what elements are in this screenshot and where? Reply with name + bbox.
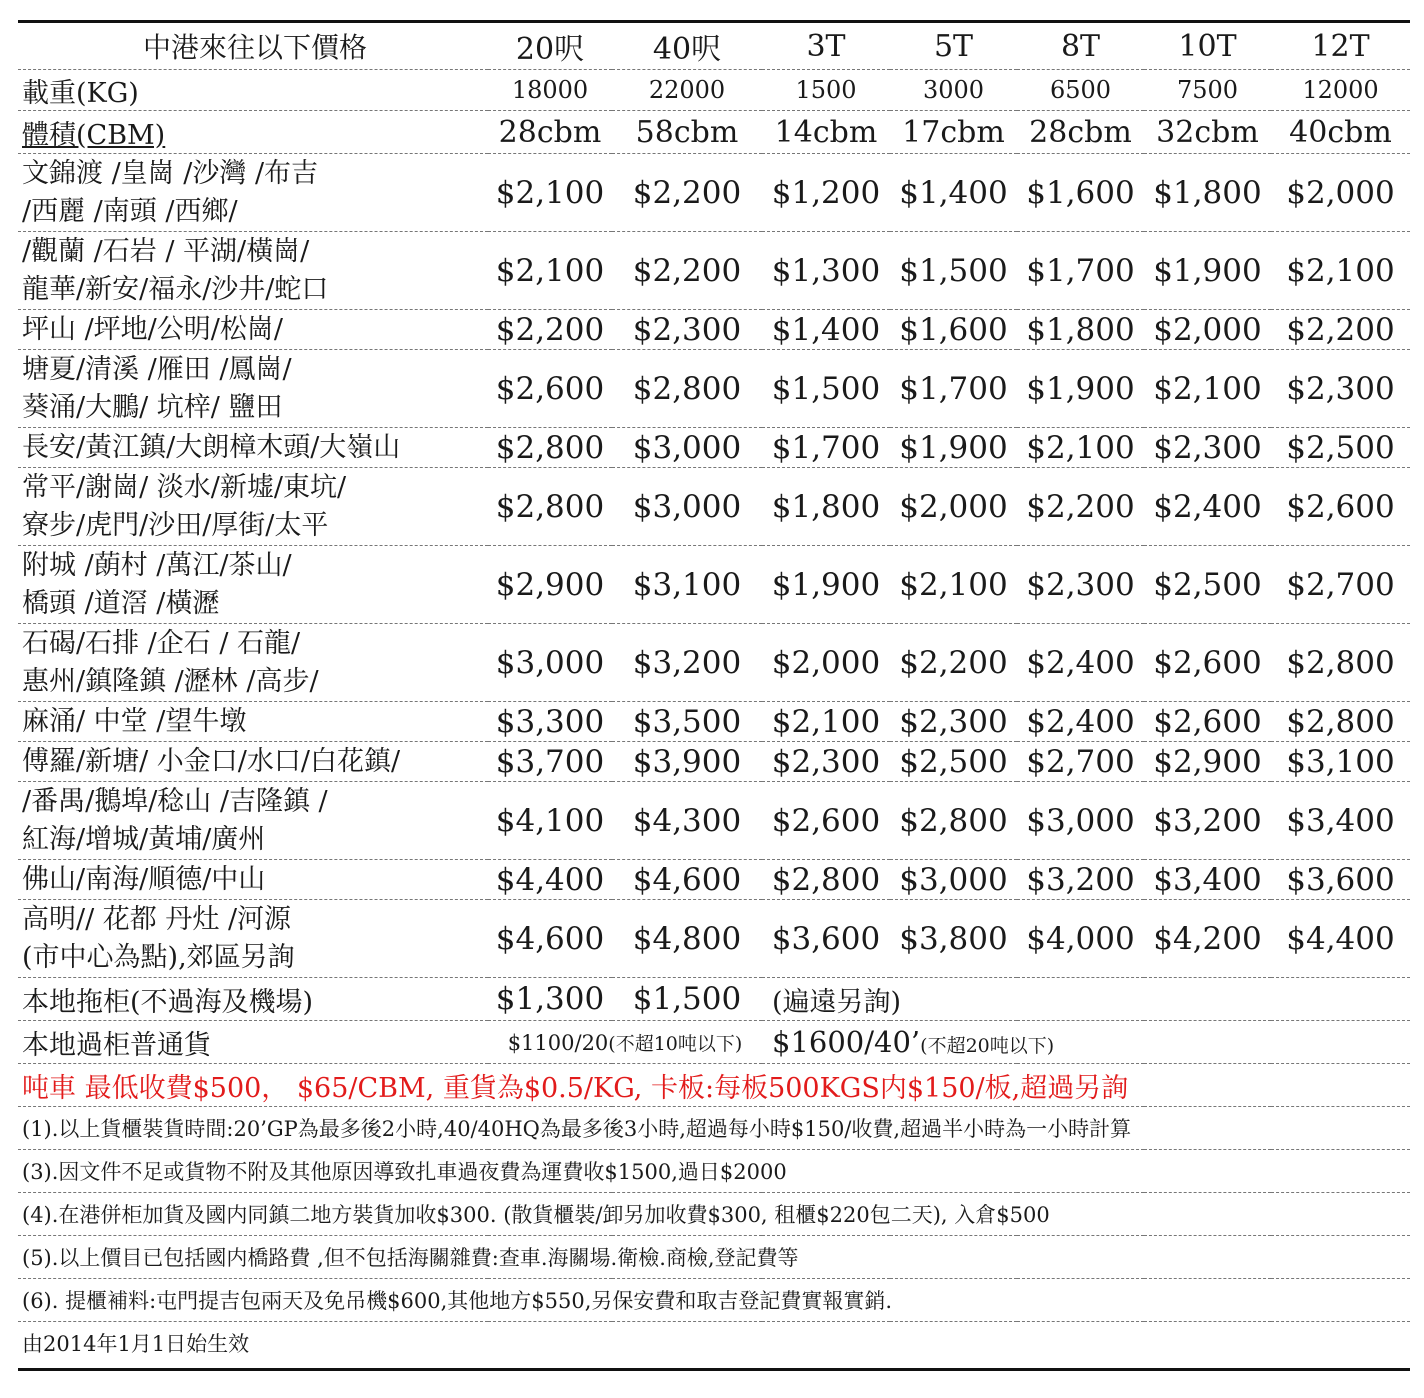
price-cell: $3,000 — [890, 860, 1017, 900]
price-cell: $2,700 — [1271, 546, 1410, 624]
price-row — [18, 702, 1410, 742]
destination-line: 龍華/新安/福永/沙井/蛇口 — [22, 273, 329, 305]
note-text: (6). 提櫃補料:屯門提吉包兩天及免吊機$600,其他地方$550,另保安費和取吉登記費實報實銷. — [18, 1279, 1410, 1322]
price-cell: $4,200 — [1144, 900, 1271, 978]
effective-date: 由2014年1月1日始生效 — [22, 1332, 250, 1356]
price-cell: $2,200 — [612, 154, 762, 232]
destination-line: 坪山 /坪地/公明/松崗/ — [22, 313, 283, 345]
destination-line: 麻涌/ 中堂 /望牛墩 — [22, 705, 247, 737]
price-cell: $2,600 — [1271, 468, 1410, 546]
volume-row — [18, 111, 1410, 154]
price-row — [18, 428, 1410, 468]
price-cell: $2,800 — [612, 350, 762, 428]
local-transfer-40 — [762, 1021, 1410, 1064]
price-cell: $1,600 — [890, 310, 1017, 350]
volume-value: 17cbm — [890, 111, 1017, 154]
destination-cell — [18, 624, 488, 702]
column-header: 10T — [1144, 23, 1271, 70]
price-cell: $2,800 — [488, 468, 612, 546]
note-row — [18, 1236, 1410, 1279]
price-cell: $2,000 — [762, 624, 890, 702]
destination-cell — [18, 782, 488, 860]
destination-line: 佛山/南海/順德/中山 — [22, 863, 266, 895]
price-cell: $3,400 — [1144, 860, 1271, 900]
price-cell: $2,300 — [1271, 350, 1410, 428]
price-cell: $2,700 — [1017, 742, 1144, 782]
price-cell: $2,000 — [890, 468, 1017, 546]
price-cell: $2,400 — [1017, 702, 1144, 742]
price-cell: $2,000 — [1271, 154, 1410, 232]
price-cell: $2,200 — [612, 232, 762, 310]
destination-cell — [18, 860, 488, 900]
price-cell: $3,900 — [612, 742, 762, 782]
local-transfer-20 — [488, 1021, 762, 1064]
price-row — [18, 468, 1410, 546]
price-cell: $1,700 — [1017, 232, 1144, 310]
price-cell: $1,200 — [762, 154, 890, 232]
price-cell: $1,900 — [1017, 350, 1144, 428]
price-cell: $2,000 — [1144, 310, 1271, 350]
price-cell: $4,400 — [1271, 900, 1410, 978]
destination-cell — [18, 702, 488, 742]
price-cell: $2,800 — [1271, 624, 1410, 702]
price-cell: $3,000 — [488, 624, 612, 702]
note-row — [18, 1107, 1410, 1150]
local-tow-remote: (遍遠另詢) — [762, 978, 1410, 1021]
price-cell: $2,100 — [1144, 350, 1271, 428]
price-row — [18, 782, 1410, 860]
price-cell: $2,300 — [1017, 546, 1144, 624]
price-cell: $4,300 — [612, 782, 762, 860]
price-cell: $2,800 — [488, 428, 612, 468]
note-text: (1).以上貨櫃裝貨時間:20’GP為最多後2小時,40/40HQ為最多後3小時,超過每小時$150/收費,超過半小時為一小時計算 — [18, 1107, 1410, 1150]
local-transfer-note-40: (不超20吨以下) — [920, 1035, 1055, 1057]
price-cell: $2,300 — [762, 742, 890, 782]
price-cell: $2,400 — [1144, 468, 1271, 546]
volume-value: 32cbm — [1144, 111, 1271, 154]
price-cell: $1,300 — [762, 232, 890, 310]
destination-cell — [18, 900, 488, 978]
price-row — [18, 742, 1410, 782]
price-cell: $2,600 — [1144, 702, 1271, 742]
destination-line: 傅羅/新塘/ 小金口/水口/白花鎮/ — [22, 745, 401, 777]
column-header: 5T — [890, 23, 1017, 70]
local-transfer-note-20: (不超10吨以下) — [608, 1032, 743, 1055]
price-cell: $3,000 — [1017, 782, 1144, 860]
volume-label: 體積(CBM) — [18, 111, 488, 154]
weight-value: 6500 — [1017, 70, 1144, 111]
local-tow-price-40: $1,500 — [612, 978, 762, 1021]
price-cell: $1,400 — [762, 310, 890, 350]
volume-value: 58cbm — [612, 111, 762, 154]
volume-value: 28cbm — [1017, 111, 1144, 154]
price-cell: $2,600 — [488, 350, 612, 428]
price-cell: $3,400 — [1271, 782, 1410, 860]
price-cell: $2,200 — [1271, 310, 1410, 350]
price-cell: $1,400 — [890, 154, 1017, 232]
price-cell: $1,500 — [890, 232, 1017, 310]
destination-line: 高明// 花都 丹灶 /河源 — [22, 903, 292, 935]
destination-cell — [18, 546, 488, 624]
destination-line: 常平/謝崗/ 淡水/新墟/東坑/ — [22, 471, 347, 503]
destination-line: 附城 /蓢村 /萬江/茶山/ — [22, 549, 292, 581]
price-table — [18, 23, 1410, 1364]
local-tow-label: 本地拖柜(不過海及機場) — [18, 978, 488, 1021]
price-cell: $2,100 — [488, 232, 612, 310]
price-cell: $2,100 — [762, 702, 890, 742]
price-cell: $3,500 — [612, 702, 762, 742]
price-cell: $1,900 — [762, 546, 890, 624]
price-cell: $1,700 — [890, 350, 1017, 428]
price-cell: $4,600 — [612, 860, 762, 900]
destination-cell — [18, 232, 488, 310]
column-header: 20呎 — [488, 23, 612, 70]
price-cell: $4,100 — [488, 782, 612, 860]
price-cell: $3,100 — [1271, 742, 1410, 782]
volume-value: 14cbm — [762, 111, 890, 154]
price-cell: $4,800 — [612, 900, 762, 978]
volume-value: 28cbm — [488, 111, 612, 154]
price-cell: $4,400 — [488, 860, 612, 900]
price-cell: $1,900 — [890, 428, 1017, 468]
price-cell: $1,900 — [1144, 232, 1271, 310]
price-row — [18, 546, 1410, 624]
note-row — [18, 1279, 1410, 1322]
destination-line: 寮步/虎門/沙田/厚街/太平 — [22, 509, 329, 541]
price-cell: $1,600 — [1017, 154, 1144, 232]
destination-line: 葵涌/大鵬/ 坑梓/ 鹽田 — [22, 391, 283, 423]
red-note: 吨車 最低收費$500， $65/CBM, 重貨為$0.5/KG, 卡板:每板500KGS内$150/板,超過另詢 — [18, 1064, 1410, 1107]
price-cell: $2,900 — [488, 546, 612, 624]
destination-line: (市中心為點),郊區另詢 — [22, 941, 295, 973]
price-cell: $2,300 — [890, 702, 1017, 742]
price-cell: $3,000 — [612, 428, 762, 468]
note-row — [18, 1150, 1410, 1193]
destination-line: 惠州/鎮隆鎮 /瀝林 /高步/ — [22, 665, 319, 697]
price-cell: $3,300 — [488, 702, 612, 742]
local-tow-row — [18, 978, 1410, 1021]
price-cell: $2,100 — [890, 546, 1017, 624]
header-row — [18, 23, 1410, 70]
weight-value: 22000 — [612, 70, 762, 111]
weight-value: 12000 — [1271, 70, 1410, 111]
price-cell: $3,000 — [612, 468, 762, 546]
destination-line: 文錦渡 /皇崗 /沙灣 /布吉 — [22, 157, 319, 189]
price-row — [18, 350, 1410, 428]
price-row — [18, 310, 1410, 350]
note-text: (4).在港併柜加貨及國内同鎮二地方裝貨加收$300. (散貨櫃裝/卸另加收費$300, 租櫃$220包二天), 入倉$500 — [18, 1193, 1410, 1236]
price-sheet — [18, 20, 1410, 1371]
price-cell: $3,700 — [488, 742, 612, 782]
destination-cell — [18, 742, 488, 782]
price-cell: $2,800 — [890, 782, 1017, 860]
price-cell: $3,200 — [1017, 860, 1144, 900]
price-cell: $2,500 — [890, 742, 1017, 782]
local-transfer-label: 本地過柜普通貨 — [18, 1021, 488, 1064]
destination-line: 長安/黃江鎮/大朗樟木頭/大嶺山 — [22, 431, 401, 463]
price-cell: $2,100 — [1017, 428, 1144, 468]
price-cell: $2,400 — [1017, 624, 1144, 702]
price-row — [18, 900, 1410, 978]
price-cell: $2,200 — [488, 310, 612, 350]
price-cell: $2,900 — [1144, 742, 1271, 782]
price-cell: $3,100 — [612, 546, 762, 624]
price-cell: $1,800 — [1017, 310, 1144, 350]
price-cell: $3,600 — [1271, 860, 1410, 900]
local-tow-price-20: $1,300 — [488, 978, 612, 1021]
destination-cell — [18, 428, 488, 468]
price-row — [18, 154, 1410, 232]
destination-line: 紅海/增城/黃埔/廣州 — [22, 823, 266, 855]
note-text: (3).因文件不足或貨物不附及其他原因導致扎車過夜費為運費收$1500,過日$2000 — [18, 1150, 1410, 1193]
price-cell: $1,800 — [1144, 154, 1271, 232]
price-cell: $3,800 — [890, 900, 1017, 978]
local-transfer-price-20: $1100/20 — [507, 1030, 609, 1055]
price-cell: $2,100 — [1271, 232, 1410, 310]
column-header: 12T — [1271, 23, 1410, 70]
weight-value: 18000 — [488, 70, 612, 111]
price-cell: $1,800 — [762, 468, 890, 546]
price-cell: $4,600 — [488, 900, 612, 978]
destination-line: /番禺/鵝埠/稔山 /吉隆鎮 / — [22, 785, 328, 817]
price-cell: $1,700 — [762, 428, 890, 468]
price-cell: $4,000 — [1017, 900, 1144, 978]
price-row — [18, 860, 1410, 900]
price-cell: $2,500 — [1271, 428, 1410, 468]
price-cell: $2,200 — [1017, 468, 1144, 546]
price-cell: $3,200 — [612, 624, 762, 702]
price-row — [18, 232, 1410, 310]
price-cell: $2,500 — [1144, 546, 1271, 624]
destination-line: /觀蘭 /石岩 / 平湖/橫崗/ — [22, 235, 310, 267]
weight-label: 載重(KG) — [18, 70, 488, 111]
weight-value: 7500 — [1144, 70, 1271, 111]
local-transfer-row — [18, 1021, 1410, 1064]
red-note-row — [18, 1064, 1410, 1107]
column-header: 8T — [1017, 23, 1144, 70]
weight-value: 3000 — [890, 70, 1017, 111]
weight-value: 1500 — [762, 70, 890, 111]
price-cell: $2,300 — [612, 310, 762, 350]
destination-line: 塘夏/清溪 /雁田 /鳳崗/ — [22, 353, 292, 385]
note-text: (5).以上價目已包括國内橋路費 ,但不包括海關雜費:查車.海關場.衛檢.商檢,登記費等 — [18, 1236, 1410, 1279]
destination-cell — [18, 310, 488, 350]
destination-line: /西麗 /南頭 /西鄉/ — [22, 195, 238, 227]
local-transfer-price-40: $1600/40’ — [772, 1025, 921, 1059]
price-cell: $2,600 — [762, 782, 890, 860]
price-cell: $2,600 — [1144, 624, 1271, 702]
destination-line: 橋頭 /道滘 /橫瀝 — [22, 587, 220, 619]
price-cell: $2,800 — [1271, 702, 1410, 742]
volume-value: 40cbm — [1271, 111, 1410, 154]
price-cell: $3,200 — [1144, 782, 1271, 860]
bottom-rule — [18, 1368, 1410, 1371]
column-header: 3T — [762, 23, 890, 70]
price-cell: $2,200 — [890, 624, 1017, 702]
price-cell: $3,600 — [762, 900, 890, 978]
note-row — [18, 1193, 1410, 1236]
price-cell: $2,800 — [762, 860, 890, 900]
price-row — [18, 624, 1410, 702]
column-header: 40呎 — [612, 23, 762, 70]
effective-date-row — [18, 1322, 1410, 1365]
destination-cell — [18, 154, 488, 232]
table-title: 中港來往以下價格 — [18, 23, 488, 70]
destination-line: 石碣/石排 /企石 / 石龍/ — [22, 627, 301, 659]
weight-row — [18, 70, 1410, 111]
destination-cell — [18, 350, 488, 428]
price-cell: $2,100 — [488, 154, 612, 232]
destination-cell — [18, 468, 488, 546]
price-cell: $2,300 — [1144, 428, 1271, 468]
price-cell: $1,500 — [762, 350, 890, 428]
